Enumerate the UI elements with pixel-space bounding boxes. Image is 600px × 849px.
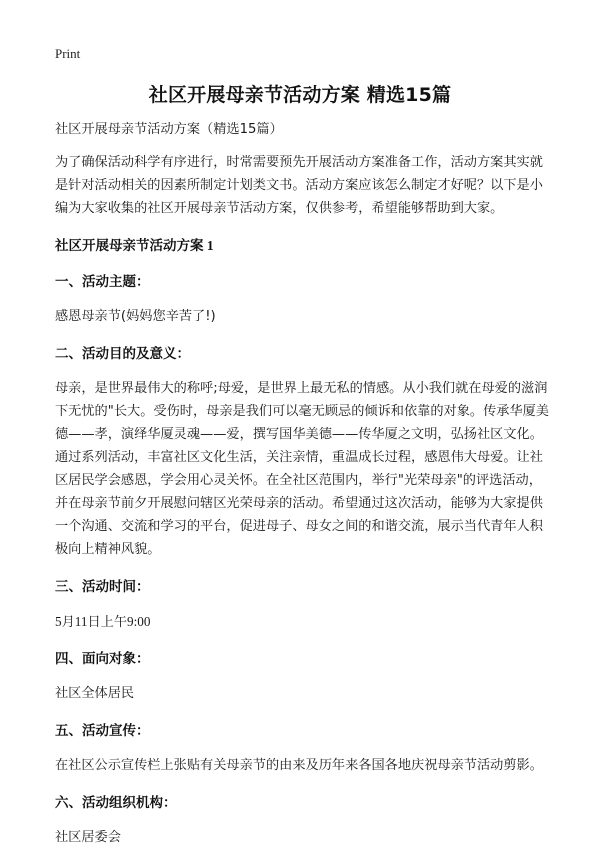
section-heading-purpose: 二、活动目的及意义： [55,346,190,362]
document-body [55,118,550,849]
section-heading-time: 三、活动时间： [55,579,150,595]
section-body-audience: 社区全体居民 [55,686,135,701]
intro-paragraph: 为了确保活动科学有序进行，时常需要预先开展活动方案准备工作，活动方案其实就是针对活动相关的因素所制定计划类文书。活动方案应该怎么制定才好呢？以下是小编为大家收集的社区开展母亲节活动方案，仅供参考，希望能够帮助到大家。 [55,155,543,216]
section-body-promotion: 在社区公示宣传栏上张贴有关母亲节的由来及历年来各国各地庆祝母亲节活动剪影。 [55,758,543,773]
section-body-time: 5月11日上午9:00 [55,614,151,629]
plan-heading: 社区开展母亲节活动方案 1 [55,238,214,253]
section-heading-organizer: 六、活动组织机构： [55,795,177,811]
section-body-theme: 感恩母亲节(妈妈您辛苦了!) [55,309,216,324]
print-link[interactable]: Print [55,46,81,61]
section-body-purpose: 母亲，是世界最伟大的称呼;母爱，是世界上最无私的情感。从小我们就在母爱的滋润下无忧的"长大。受伤时，母亲是我们可以毫无顾忌的倾诉和依靠的对象。传承华厦美德——孝，演绎华厦灵魂——爱，撰写国华美德——传华厦之文明，弘扬社区文化。通过系列活动，丰富社区文化生活，关注亲情，重温成长过程，感恩伟大母爱。让社区居民学会感恩，学会用心灵关怀。在全社区范围内，举行"光荣母亲"的评选活动，并在母亲节前夕开展慰问辖区光荣母亲的活动。希望通过这次活动，能够为大家提供一个沟通、交流和学习的平台，促进母子、母女之间的和谐交流，展示当代青年人积极向上精神风貌。 [55,381,549,557]
subtitle-line: 社区开展母亲节活动方案（精选15篇） [55,122,283,137]
section-body-organizer: 社区居委会 [55,830,121,845]
section-heading-theme: 一、活动主题： [55,274,150,290]
document-title: 社区开展母亲节活动方案 精选15篇 [148,84,452,106]
section-heading-audience: 四、面向对象： [55,651,150,667]
section-heading-promotion: 五、活动宣传： [55,723,150,739]
